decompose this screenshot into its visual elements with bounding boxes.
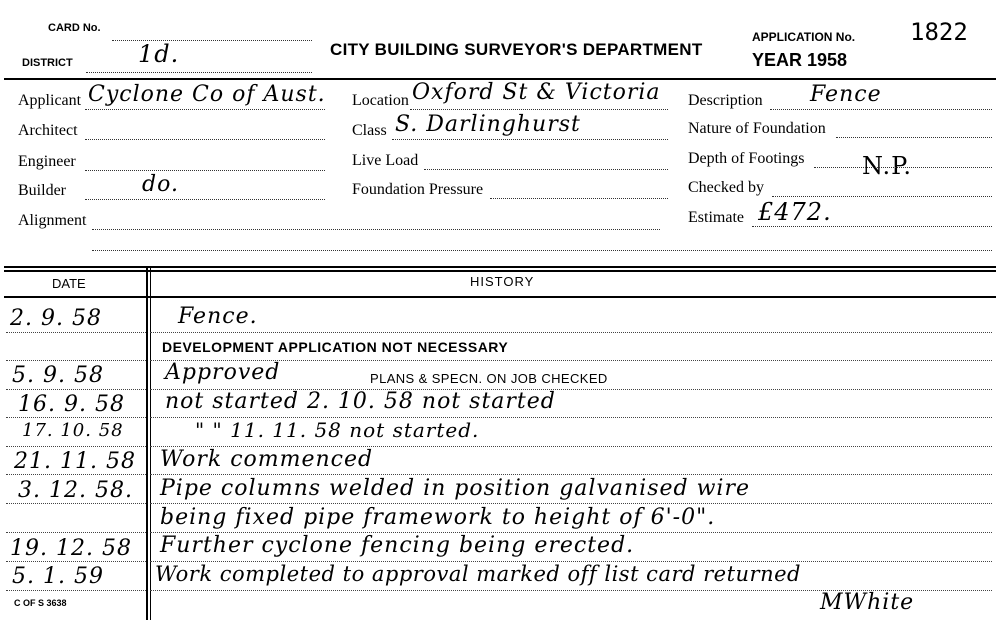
description-value: Fence	[810, 82, 882, 107]
architect-label: Architect	[18, 122, 78, 139]
table-row-text: being fixed pipe framework to height of 6'-0".	[160, 505, 716, 530]
estimate-value: £472.	[758, 198, 832, 226]
table-row-text: Work commenced	[160, 447, 374, 472]
checked-by-label: Checked by	[688, 179, 764, 196]
date-header: DATE	[52, 276, 86, 291]
table-row-text: not started 2. 10. 58 not started	[165, 389, 556, 414]
district-label: DISTRICT	[22, 57, 73, 69]
table-row-text: Approved	[165, 360, 281, 385]
table-row-date: 2. 9. 58	[10, 306, 102, 331]
description-label: Description	[688, 92, 763, 109]
builder-label: Builder	[18, 182, 66, 199]
table-row-date: 19. 12. 58	[10, 536, 132, 561]
live-load-label: Live Load	[352, 152, 419, 169]
estimate-label: Estimate	[688, 209, 744, 226]
history-header: HISTORY	[470, 274, 535, 289]
year-label: YEAR 1958	[752, 50, 848, 70]
applicant-label: Applicant	[18, 92, 82, 109]
table-row-text: Fence.	[178, 304, 258, 329]
table-row-text: " " 11. 11. 58 not started.	[195, 418, 480, 442]
table-top-rule	[4, 266, 996, 268]
engineer-label: Engineer	[18, 153, 76, 170]
application-label: APPLICATION No.	[752, 30, 856, 44]
table-row-text: Further cyclone fencing being erected.	[160, 533, 635, 558]
class-value: S. Darlinghurst	[395, 112, 581, 137]
table-row-date: 17. 10. 58	[22, 420, 124, 441]
table-row-text: Pipe columns welded in position galvanised wire	[160, 476, 750, 501]
table-divider	[146, 266, 148, 620]
location-label: Location	[352, 92, 409, 109]
nature-of-foundation-label: Nature of Foundation	[688, 120, 826, 137]
plans-checked-stamp: PLANS & SPECN. ON JOB CHECKED	[370, 371, 608, 386]
alignment-label: Alignment	[18, 212, 87, 229]
table-row-date: 21. 11. 58	[14, 449, 136, 474]
depth-of-footings-label: Depth of Footings	[688, 150, 805, 167]
card-no-label: CARD No.	[48, 22, 101, 34]
table-row-date: 5. 1. 59	[12, 564, 104, 589]
table-row-text: Work completed to approval marked off list card returned	[155, 562, 801, 586]
applicant-value: Cyclone Co of Aust.	[88, 82, 326, 107]
department-title: CITY BUILDING SURVEYOR'S DEPARTMENT	[330, 40, 703, 59]
form-code: C OF S 3638	[14, 598, 67, 608]
foundation-pressure-label: Foundation Pressure	[352, 181, 484, 198]
table-row-date: 5. 9. 58	[12, 363, 104, 388]
builder-value: do.	[142, 172, 179, 197]
district-value: 1d.	[138, 40, 180, 68]
class-label: Class	[352, 122, 387, 139]
location-value: Oxford St & Victoria	[412, 80, 661, 105]
signature: MWhite	[820, 590, 915, 615]
depth-value: N.P.	[862, 152, 913, 180]
table-row-date: 3. 12. 58.	[18, 478, 133, 503]
application-number: 1822	[910, 18, 968, 46]
table-row-date: 16. 9. 58	[18, 392, 125, 417]
development-stamp: DEVELOPMENT APPLICATION NOT NECESSARY	[162, 339, 509, 355]
